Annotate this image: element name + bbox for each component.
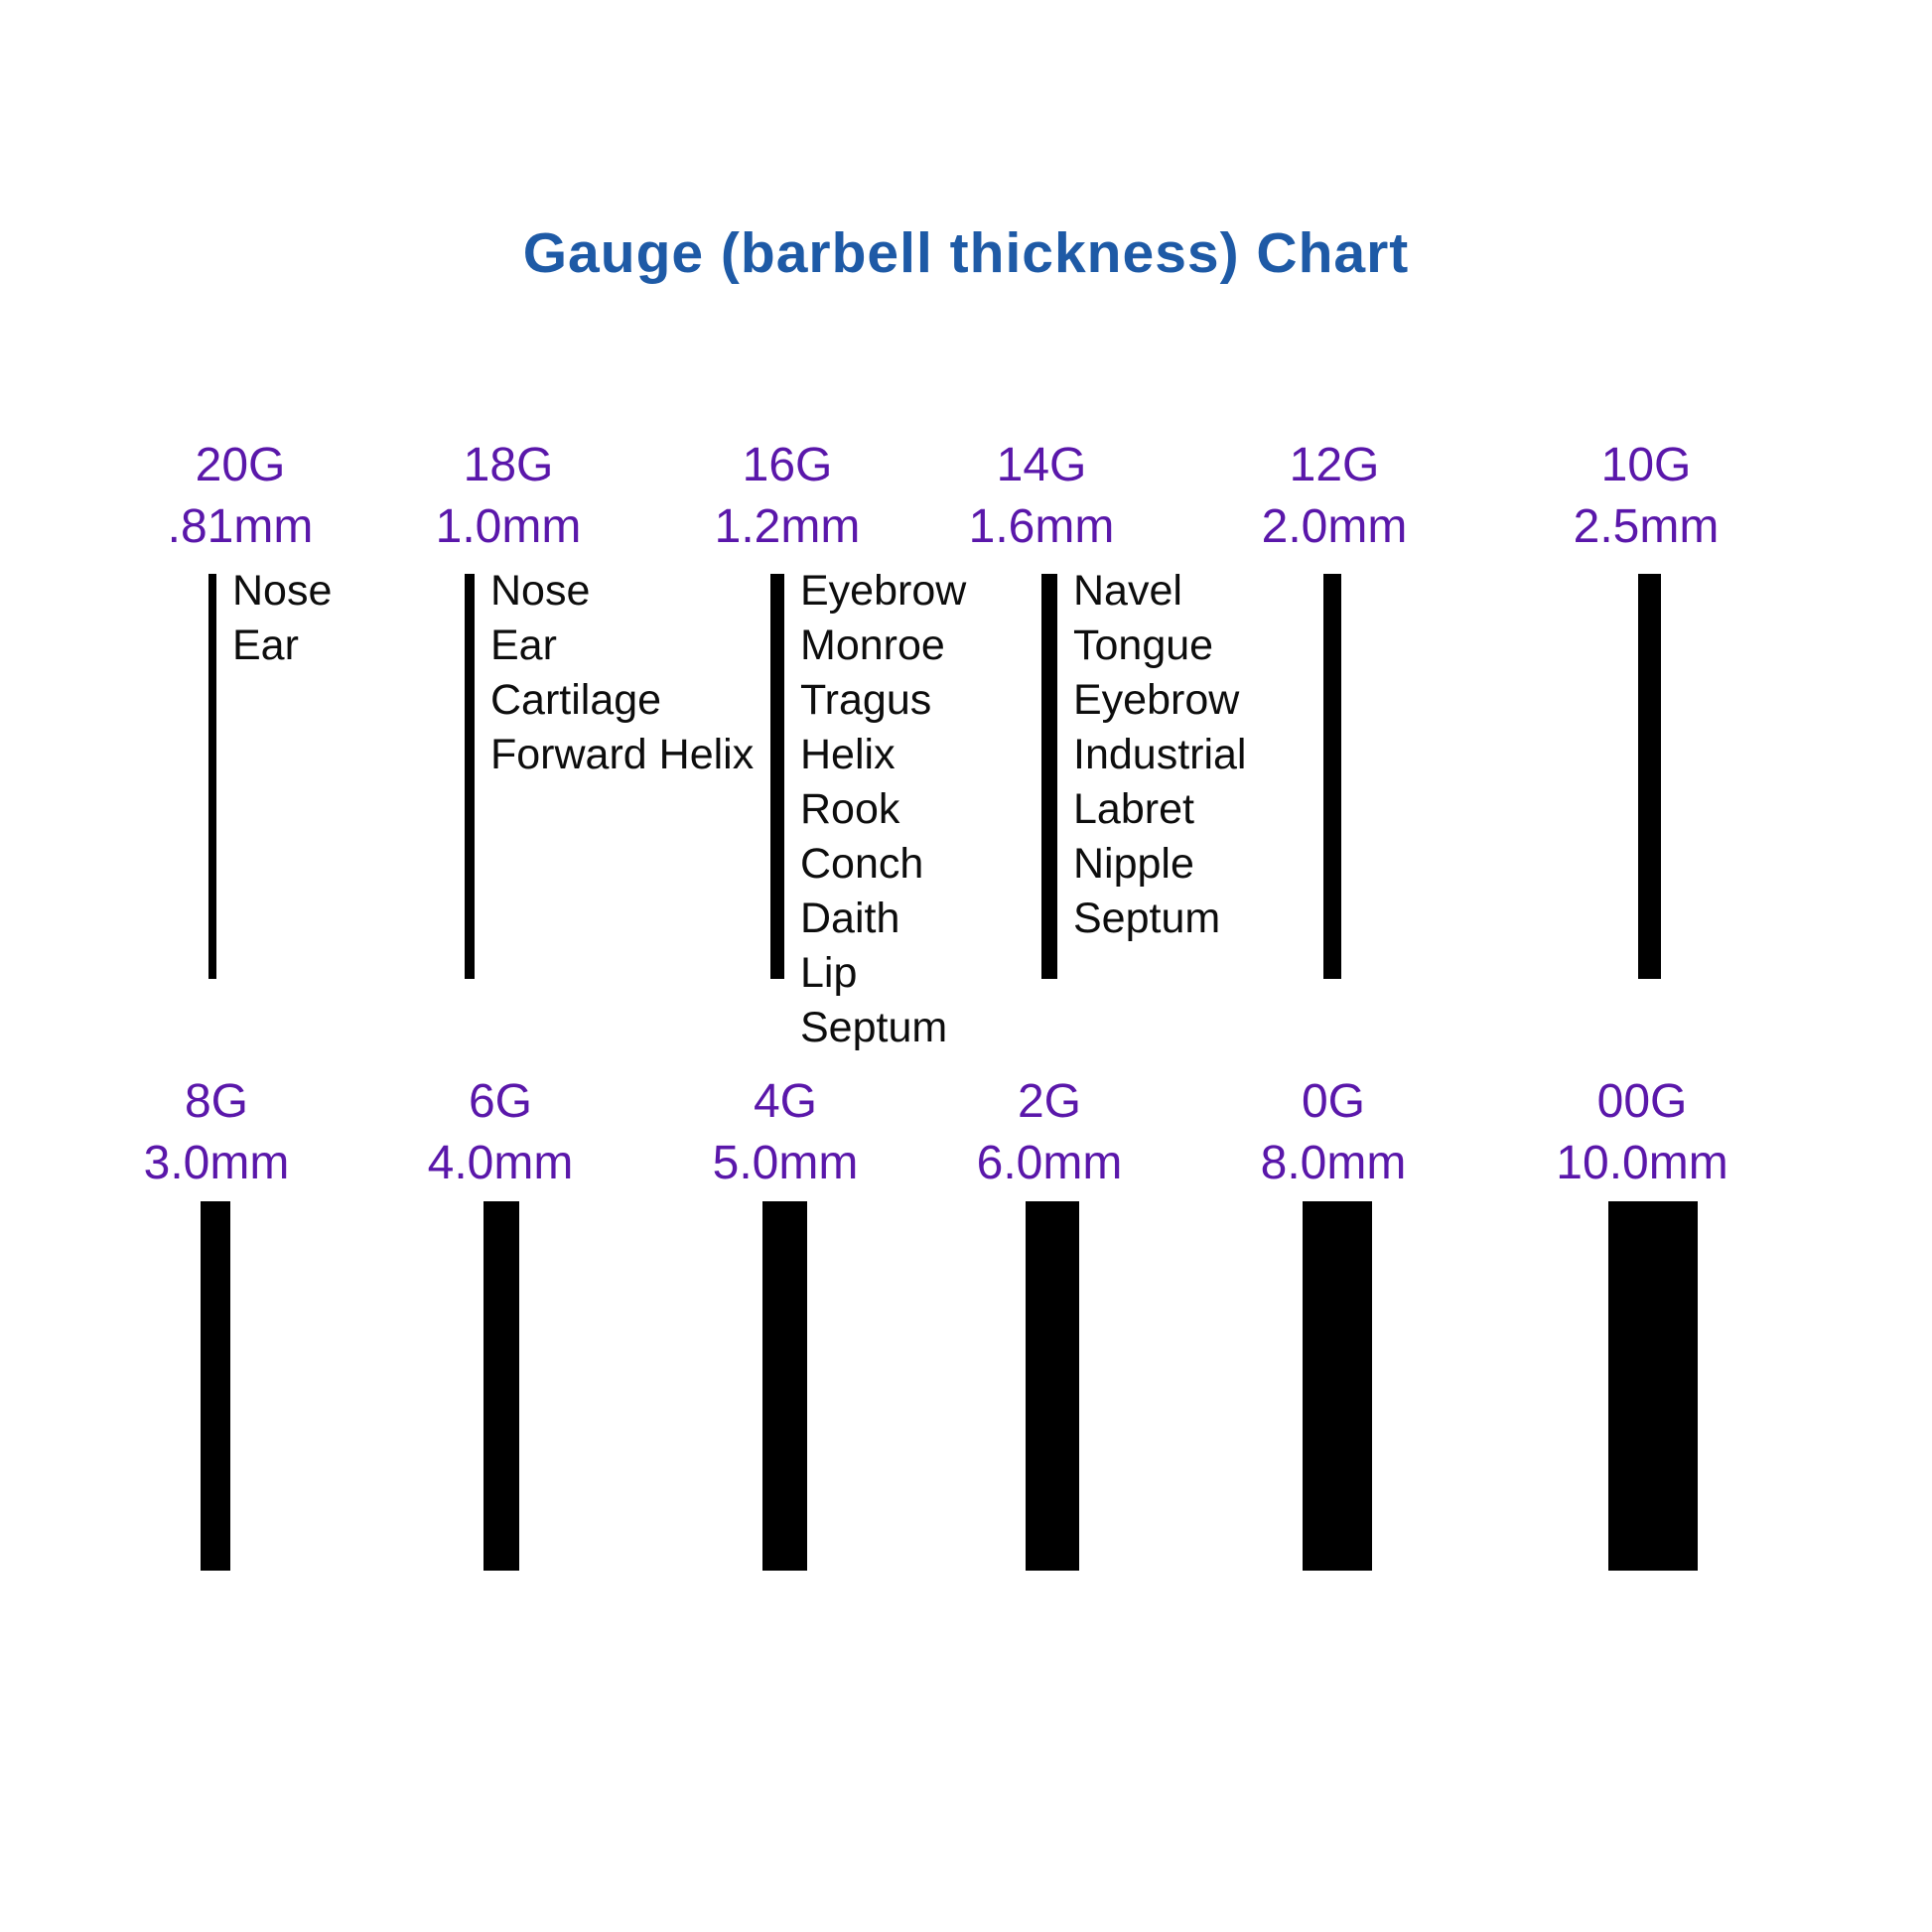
piercing-use-label: Conch — [800, 840, 924, 888]
piercing-use-label: Nose — [232, 567, 333, 615]
gauge-mm-label: 6.0mm — [976, 1137, 1123, 1189]
thickness-bar-8g — [201, 1201, 230, 1571]
piercing-use-label: Tongue — [1073, 621, 1214, 669]
gauge-size-label: 0G — [1301, 1075, 1366, 1128]
piercing-uses-list — [490, 564, 754, 782]
piercing-use-label: Nose — [490, 567, 591, 615]
gauge-size-label: 6G — [468, 1075, 533, 1128]
gauge-header — [1556, 1071, 1727, 1194]
gauge-header — [168, 435, 314, 558]
gauge-header — [1261, 1071, 1407, 1194]
piercing-use-label: Septum — [1073, 895, 1221, 942]
thickness-bar-0g — [1303, 1201, 1372, 1571]
piercing-use-label: Cartilage — [490, 676, 662, 724]
gauge-header — [436, 435, 582, 558]
piercing-use-label: Helix — [800, 731, 896, 778]
piercing-use-label: Daith — [800, 895, 900, 942]
gauge-mm-label: 10.0mm — [1556, 1137, 1728, 1189]
gauge-mm-label: 1.6mm — [968, 500, 1115, 553]
piercing-uses-list — [800, 564, 966, 1055]
gauge-size-label: 20G — [195, 439, 286, 491]
gauge-size-label: 10G — [1600, 439, 1692, 491]
gauge-size-label: 00G — [1596, 1075, 1688, 1128]
thickness-bar-00g — [1608, 1201, 1698, 1571]
thickness-bar-16g — [770, 574, 784, 979]
gauge-header — [969, 435, 1115, 558]
thickness-bar-18g — [465, 574, 475, 979]
gauge-header — [428, 1071, 574, 1194]
piercing-uses-list — [232, 564, 332, 673]
gauge-size-label: 2G — [1017, 1075, 1082, 1128]
gauge-size-label: 16G — [742, 439, 833, 491]
gauge-size-label: 8G — [184, 1075, 249, 1128]
thickness-bar-4g — [762, 1201, 807, 1571]
gauge-mm-label: 3.0mm — [143, 1137, 290, 1189]
gauge-header — [1262, 435, 1408, 558]
piercing-use-label: Labret — [1073, 785, 1194, 833]
gauge-header — [1574, 435, 1720, 558]
piercing-use-label: Tragus — [800, 676, 932, 724]
gauge-size-label: 12G — [1289, 439, 1380, 491]
gauge-size-label: 18G — [463, 439, 554, 491]
gauge-size-label: 14G — [996, 439, 1087, 491]
thickness-bar-10g — [1638, 574, 1661, 979]
piercing-use-label: Eyebrow — [1073, 676, 1240, 724]
gauge-mm-label: 2.0mm — [1261, 500, 1408, 553]
piercing-uses-list — [1073, 564, 1246, 946]
piercing-use-label: Nipple — [1073, 840, 1194, 888]
piercing-use-label: Rook — [800, 785, 900, 833]
gauge-header — [144, 1071, 290, 1194]
thickness-bar-6g — [483, 1201, 519, 1571]
thickness-bar-12g — [1323, 574, 1341, 979]
piercing-use-label: Forward Helix — [490, 731, 755, 778]
piercing-use-label: Eyebrow — [800, 567, 967, 615]
piercing-use-label: Lip — [800, 949, 858, 997]
gauge-mm-label: 5.0mm — [712, 1137, 859, 1189]
gauge-mm-label: 8.0mm — [1260, 1137, 1407, 1189]
gauge-mm-label: .81mm — [167, 500, 314, 553]
thickness-bar-20g — [208, 574, 216, 979]
gauge-size-label: 4G — [753, 1075, 818, 1128]
piercing-use-label: Industrial — [1073, 731, 1247, 778]
gauge-header — [977, 1071, 1123, 1194]
piercing-use-label: Ear — [490, 621, 557, 669]
gauge-mm-label: 1.2mm — [714, 500, 861, 553]
piercing-use-label: Navel — [1073, 567, 1182, 615]
thickness-bar-14g — [1041, 574, 1057, 979]
gauge-mm-label: 4.0mm — [427, 1137, 574, 1189]
piercing-use-label: Ear — [232, 621, 299, 669]
thickness-bar-2g — [1026, 1201, 1079, 1571]
page-title: Gauge (barbell thickness) Chart — [522, 221, 1410, 285]
gauge-header — [713, 1071, 859, 1194]
gauge-header — [715, 435, 861, 558]
gauge-mm-label: 2.5mm — [1573, 500, 1720, 553]
piercing-use-label: Monroe — [800, 621, 945, 669]
piercing-use-label: Septum — [800, 1004, 948, 1051]
gauge-mm-label: 1.0mm — [435, 500, 582, 553]
